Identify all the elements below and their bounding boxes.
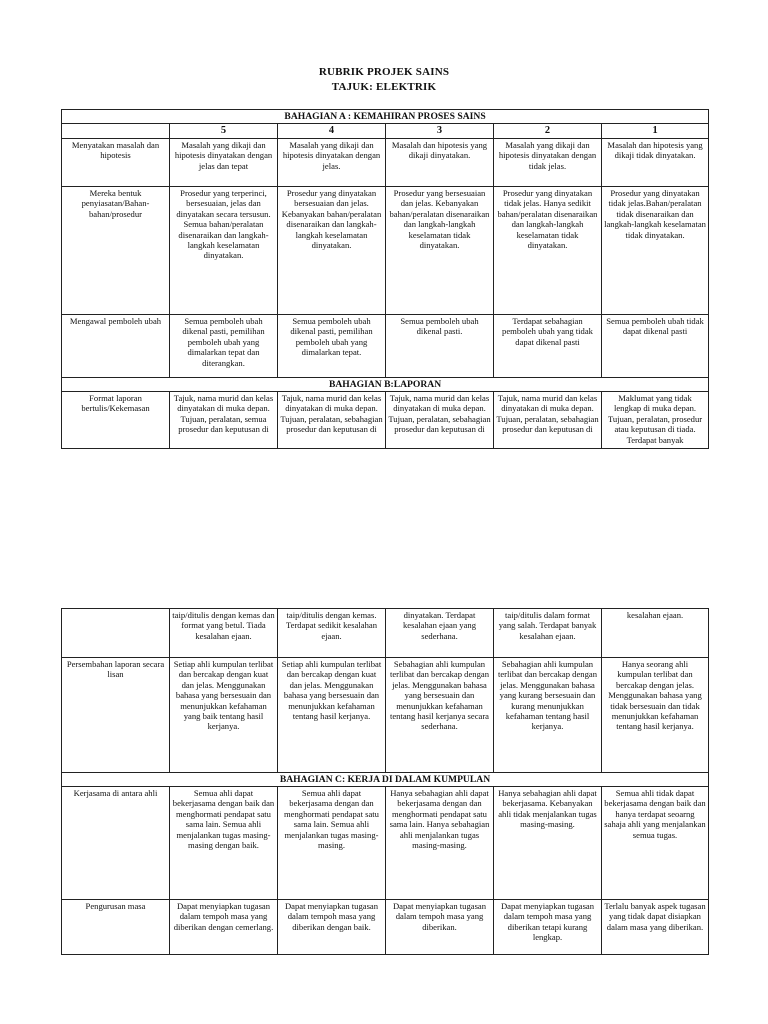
criteria-label: Pengurusan masa	[62, 900, 170, 955]
rubric-cell: Setiap ahli kumpulan terlibat dan bercakap dengan kuat dan jelas. Menggunakan bahasa yang bersesuain dan menunjukkan kefahaman yang baik tentang hasil kerjanya.	[170, 658, 278, 773]
rubric-cell: dinyatakan. Terdapat kesalahan ejaan yang sederhana.	[386, 609, 494, 658]
rubric-cell-text: Tajuk, nama murid dan kelas dinyatakan di muka depan. Tujuan, peralatan, sebahagian prosedur dan keputusan di	[496, 393, 599, 435]
section-b-heading: BAHAGIAN B:LAPORAN	[62, 378, 709, 392]
rubric-cell: Masalah yang dikaji dan hipotesis dinyatakan dengan jelas.	[278, 139, 386, 187]
rubric-cell: Semua pemboleh ubah tidak dapat dikenal pasti	[602, 315, 709, 378]
section-a-heading: BAHAGIAN A : KEMAHIRAN PROSES SAINS	[62, 110, 709, 124]
rubric-cell: taip/ditulis dengan kemas. Terdapat sedikit kesalahan ejaan.	[278, 609, 386, 658]
criteria-label	[62, 609, 170, 658]
rubric-cell: Masalah dan hipotesis yang dikaji tidak dinyatakan.	[602, 139, 709, 187]
table-row	[62, 187, 709, 315]
rubric-cell: Terlalu banyak aspek tugasan yang tidak dapat disiapkan dalam masa yang diberikan.	[602, 900, 709, 955]
rubric-cell	[278, 392, 386, 449]
table-row	[62, 900, 709, 955]
rubric-cell-text: Tajuk, nama murid dan kelas dinyatakan di muka depan. Tujuan, peralatan, sebahagian prosedur dan keputusan di	[388, 393, 491, 435]
criteria-label: Mengawal pemboleh ubah	[62, 315, 170, 378]
rubric-cell: Hanya sebahagian ahli dapat bekerjasama. Kebanyakan ahli tidak menjalankan tugas masing-masing.	[494, 787, 602, 900]
rubric-table-page1	[61, 109, 709, 449]
rubric-title: RUBRIK PROJEK SAINS	[318, 66, 450, 78]
rubric-cell: Dapat menyiapkan tugasan dalam tempoh masa yang diberikan dengan baik.	[278, 900, 386, 955]
score-header-4: 4	[278, 124, 386, 139]
rubric-cell: Hanya seorang ahli kumpulan terlibat dan bercakap dengan jelas. Menggunakan bahasa yang tidak bersesuain dan tidak menunjukkan kefahaman tentang hasil kerjanya.	[602, 658, 709, 773]
rubric-cell: Semua ahli dapat bekerjasama dengan dan menghormati pendapat satu sama lain. Semua ahli menjalankan tugas masing-masing.	[278, 787, 386, 900]
rubric-cell: kesalahan ejaan.	[602, 609, 709, 658]
rubric-subtitle: TAJUK: ELEKTRIK	[331, 81, 437, 93]
rubric-cell: Dapat menyiapkan tugasan dalam tempoh masa yang diberikan dengan cemerlang.	[170, 900, 278, 955]
rubric-cell: taip/ditulis dengan kemas dan format yang betul. Tiada kesalahan ejaan.	[170, 609, 278, 658]
table-row	[62, 787, 709, 900]
rubric-cell: Masalah yang dikaji dan hipotesis dinyatakan dengan jelas dan tepat	[170, 139, 278, 187]
score-header-3: 3	[386, 124, 494, 139]
rubric-cell	[386, 392, 494, 449]
rubric-cell-text: Tajuk, nama murid dan kelas dinyatakan di muka depan. Tujuan, peralatan, semua prosedur dan keputusan di	[173, 393, 274, 435]
rubric-cell	[494, 392, 602, 449]
table-row	[62, 392, 709, 449]
criteria-label: Mereka bentuk penyiasatan/Bahan-bahan/prosedur	[62, 187, 170, 315]
score-header-1: 1	[602, 124, 709, 139]
rubric-cell: Semua pemboleh ubah dikenal pasti, pemilihan pemboleh ubah yang dimalarkan tepat.	[278, 315, 386, 378]
rubric-cell	[602, 392, 709, 449]
rubric-cell: Dapat menyiapkan tugasan dalam tempoh masa yang diberikan tetapi kurang lengkap.	[494, 900, 602, 955]
rubric-cell: Prosedur yang dinyatakan tidak jelas. Hanya sedikit bahan/peralatan disenaraikan dan langkah-langkah keselamatan tidak dinyatakan.	[494, 187, 602, 315]
rubric-cell-text: Maklumat yang tidak lengkap di muka depan. Tujuan, peralatan, prosedur atau keputusan di tiada. Terdapat banyak	[607, 393, 703, 445]
table-row	[62, 315, 709, 378]
rubric-cell: Masalah dan hipotesis yang dikaji dinyatakan.	[386, 139, 494, 187]
rubric-cell: Setiap ahli kumpulan terlibat dan bercakap dengan kuat dan jelas. Menggunakan bahasa yang bersesuain dan menunjukkan kefahaman tentang hasil kerjanya.	[278, 658, 386, 773]
rubric-cell: Sebahagian ahli kumpulan terlibat dan bercakap dengan jelas. Menggunakan bahasa yang bersesuain dan menunjukkan kefahaman tentang hasil kerjanya secara sederhana.	[386, 658, 494, 773]
table-row	[62, 139, 709, 187]
section-c-heading: BAHAGIAN C: KERJA DI DALAM KUMPULAN	[62, 773, 709, 787]
rubric-cell: Semua pemboleh ubah dikenal pasti.	[386, 315, 494, 378]
rubric-cell-text: Tajuk, nama murid dan kelas dinyatakan di muka depan. Tujuan, peralatan, sebahagian prosedur dan keputusan di	[280, 393, 383, 435]
criteria-label: Kerjasama di antara ahli	[62, 787, 170, 900]
rubric-cell: Prosedur yang bersesuaian dan jelas. Kebanyakan bahan/peralatan disenaraikan dan langkah-langkah keselamatan tidak dinyatakan.	[386, 187, 494, 315]
rubric-cell: Semua ahli tidak dapat bekerjasama dengan baik dan hanya terdapat seoarng sahaja ahli yang menjalankan semua tugas.	[602, 787, 709, 900]
criteria-label: Menyatakan masalah dan hipotesis	[62, 139, 170, 187]
table-row	[62, 609, 709, 658]
rubric-cell: Semua ahli dapat bekerjasama dengan baik dan menghormati pendapat satu sama lain. Semua ahli menjalankan tugas masing-masing dengan baik.	[170, 787, 278, 900]
rubric-cell: Prosedur yang dinyatakan tidak jelas.Bahan/peralatan tidak disenaraikan dan langkah-langkah keselamatan tidak dinyatakan.	[602, 187, 709, 315]
rubric-cell: Sebahagian ahli kumpulan terlibat dan bercakap dengan jelas. Menggunakan bahasa yang kurang bersesuain dan kurang menunjukkan kefahaman tentang hasil kerjanya.	[494, 658, 602, 773]
rubric-cell: Prosedur yang dinyatakan bersesuaian dan jelas. Kebanyakan bahan/peralatan disenaraikan dan langkah-langkah keselamatan dinyatakan.	[278, 187, 386, 315]
rubric-cell: taip/ditulis dalam format yang salah. Terdapat banyak kesalahan ejaan.	[494, 609, 602, 658]
criteria-cell	[62, 392, 170, 449]
rubric-cell: Dapat menyiapkan tugasan dalam tempoh masa yang diberikan.	[386, 900, 494, 955]
score-header-blank	[62, 124, 170, 139]
rubric-cell	[170, 392, 278, 449]
rubric-cell: Terdapat sebahagian pemboleh ubah yang tidak dapat dikenal pasti	[494, 315, 602, 378]
score-header-2: 2	[494, 124, 602, 139]
rubric-cell: Semua pemboleh ubah dikenal pasti, pemilihan pemboleh ubah yang dimalarkan tepat dan diterangkan.	[170, 315, 278, 378]
table-row	[62, 658, 709, 773]
criteria-label: Persembahan laporan secara lisan	[62, 658, 170, 773]
rubric-cell: Hanya sebahagian ahli dapat bekerjasama dengan dan menghormati pendapat satu sama lain. Hanya sebahagian ahli menjalankan tugas masing-masing.	[386, 787, 494, 900]
score-header-5: 5	[170, 124, 278, 139]
rubric-cell: Prosedur yang terperinci, bersesuaian, jelas dan dinyatakan secara tersusun. Semua bahan/peralatan disenaraikan dan langkah-langkah keselamatan dinyatakan.	[170, 187, 278, 315]
rubric-table-page2	[61, 608, 709, 955]
criteria-label: Format laporan bertulis/Kekemasan	[81, 393, 150, 414]
rubric-cell: Masalah yang dikaji dan hipotesis dinyatakan dengan tidak jelas.	[494, 139, 602, 187]
